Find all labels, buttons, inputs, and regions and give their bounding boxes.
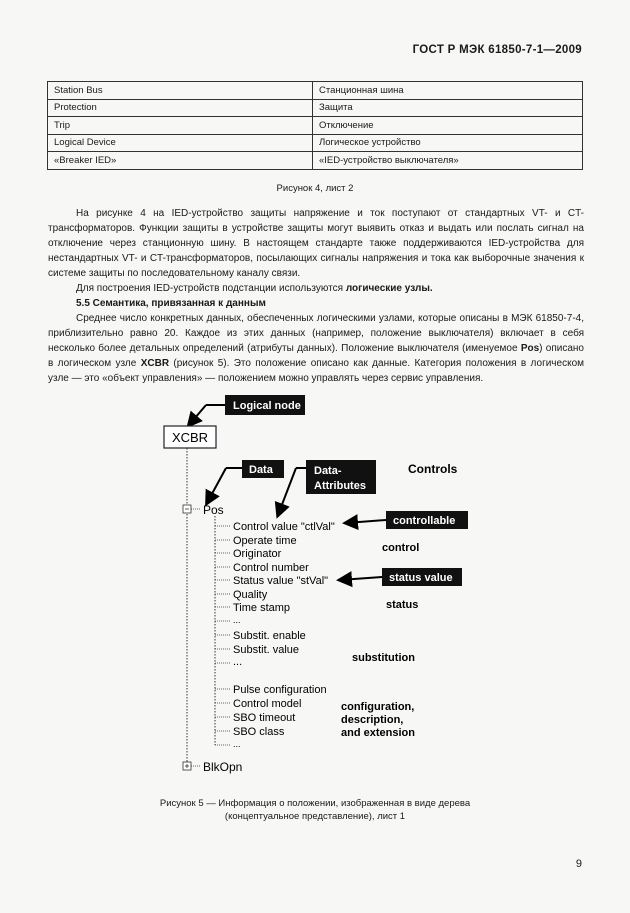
label-configuration-2: description,: [341, 714, 404, 726]
arrow-controllable: [346, 520, 386, 523]
term-xcbr: XCBR: [140, 358, 170, 369]
paragraph-3-part-a: Среднее число конкретных данных, обеспеченных логическими узлами, которые описаны в МЭК 61850-7-4, приблизительно равно 20. Каждое из этих данных (например, положение выключателя) включает в себя несколько более детальных определений (атрибуты данных). Положение выключателя (именуемое: [48, 313, 584, 354]
table-row: [48, 152, 583, 170]
label-configuration-3: and extension: [341, 727, 415, 739]
figure-5-caption: [0, 797, 630, 823]
paragraph-3-part-b: ) описано в логическом узле: [48, 343, 584, 369]
table-cell-ru: Отключение: [313, 117, 583, 135]
figure-5-caption-line-1: Рисунок 5 — Информация о положении, изображенная в виде дерева: [159, 798, 471, 809]
tree-node-pos: Pos: [203, 503, 224, 517]
table-cell-en: Logical Device: [48, 134, 313, 152]
paragraph-3-part-c: (рисунок 5). Это положение описано как данные. Категория положения в логическом узле — это «объект управления» — положением можно управлять через сервис управления.: [48, 358, 584, 384]
attr-operate-time: Operate time: [233, 535, 297, 547]
attr-sbo-class: SBO class: [233, 726, 285, 738]
label-status: status: [386, 599, 419, 611]
body-text: [48, 206, 584, 386]
attr-substit-value: Substit. value: [233, 644, 300, 656]
callout-data: Data: [249, 464, 273, 476]
attr-originator: Originator: [233, 548, 282, 560]
paragraph-3: [48, 311, 584, 386]
attr-substit-enable: Substit. enable: [233, 630, 306, 642]
paragraph-1: На рисунке 4 на IED-устройство защиты напряжение и ток поступают от стандартных VT- и CT-трансформаторов. Функции защиты в устройстве защиты могут выявить отказ и выдать или послать сигнал на отключение через станционную шину. В настоящем стандарте также поддерживаются IED-устройства для нестандартных VT- и CT-трансформаторов, посылающих сигналы напряжения и тока как выборочные значения к системе защиты по последовательному каналу связи.: [48, 208, 584, 279]
attr-sbo-timeout: SBO timeout: [233, 712, 296, 724]
page-number: 9: [575, 858, 582, 870]
callout-data-attributes-2: Attributes: [314, 480, 366, 492]
table-cell-ru: Логическое устройство: [313, 134, 583, 152]
callout-data-attributes-1: Data-: [314, 465, 342, 477]
attr-status-value: Status value "stVal": [233, 575, 329, 587]
paragraph-2-text: Для построения IED-устройств подстанции используются: [76, 283, 346, 294]
table-row: [48, 82, 583, 100]
attr-control-number: Control number: [233, 562, 309, 574]
table-cell-en: «Breaker IED»: [48, 152, 313, 170]
label-controls: Controls: [408, 462, 458, 476]
attr-time-stamp: Time stamp: [233, 602, 291, 614]
table-cell-en: Station Bus: [48, 82, 313, 100]
attr-pulse-configuration: Pulse configuration: [233, 684, 327, 696]
arrow-status-value: [340, 577, 382, 580]
callout-status-value: status value: [389, 572, 453, 584]
table-row: [48, 134, 583, 152]
table-cell-ru: «IED-устройство выключателя»: [313, 152, 583, 170]
paragraph-2: [48, 281, 584, 296]
attr-control-value: Control value "ctlVal": [233, 521, 335, 533]
attr-ellipsis: ...: [233, 615, 241, 625]
terms-table: [47, 81, 583, 170]
document-header: ГОСТ Р МЭК 61850-7-1—2009: [412, 44, 582, 56]
figure-4-caption: Рисунок 4, лист 2: [276, 183, 354, 194]
table-cell-ru: Защита: [313, 99, 583, 117]
term-pos: Pos: [520, 343, 540, 354]
table-row: [48, 99, 583, 117]
attr-control-model: Control model: [233, 698, 302, 710]
callout-logical-node: Logical node: [233, 400, 301, 412]
attribute-list: [215, 521, 335, 749]
position-tree-diagram: [0, 390, 630, 790]
table-cell-ru: Станционная шина: [313, 82, 583, 100]
callout-controllable: controllable: [393, 515, 456, 527]
section-heading: 5.5 Семантика, привязанная к данным: [76, 298, 266, 309]
table-cell-en: Trip: [48, 117, 313, 135]
figure-5-caption-line-2: (концептуальное представление), лист 1: [224, 811, 406, 822]
label-substitution: substitution: [352, 652, 415, 664]
table-cell-en: Protection: [48, 99, 313, 117]
table-row: [48, 117, 583, 135]
arrow-logical-node-diag: [189, 405, 206, 425]
label-control: control: [382, 542, 420, 554]
root-node-label: XCBR: [171, 430, 209, 445]
attr-ellipsis: ...: [233, 739, 241, 749]
attr-quality: Quality: [233, 589, 268, 601]
attr-ellipsis: ...: [233, 656, 243, 668]
tree-node-blkopn: BlkOpn: [203, 760, 243, 774]
arrow-data-diag: [207, 468, 226, 503]
label-configuration-1: configuration,: [341, 701, 415, 713]
paragraph-2-bold: логические узлы.: [345, 283, 433, 294]
